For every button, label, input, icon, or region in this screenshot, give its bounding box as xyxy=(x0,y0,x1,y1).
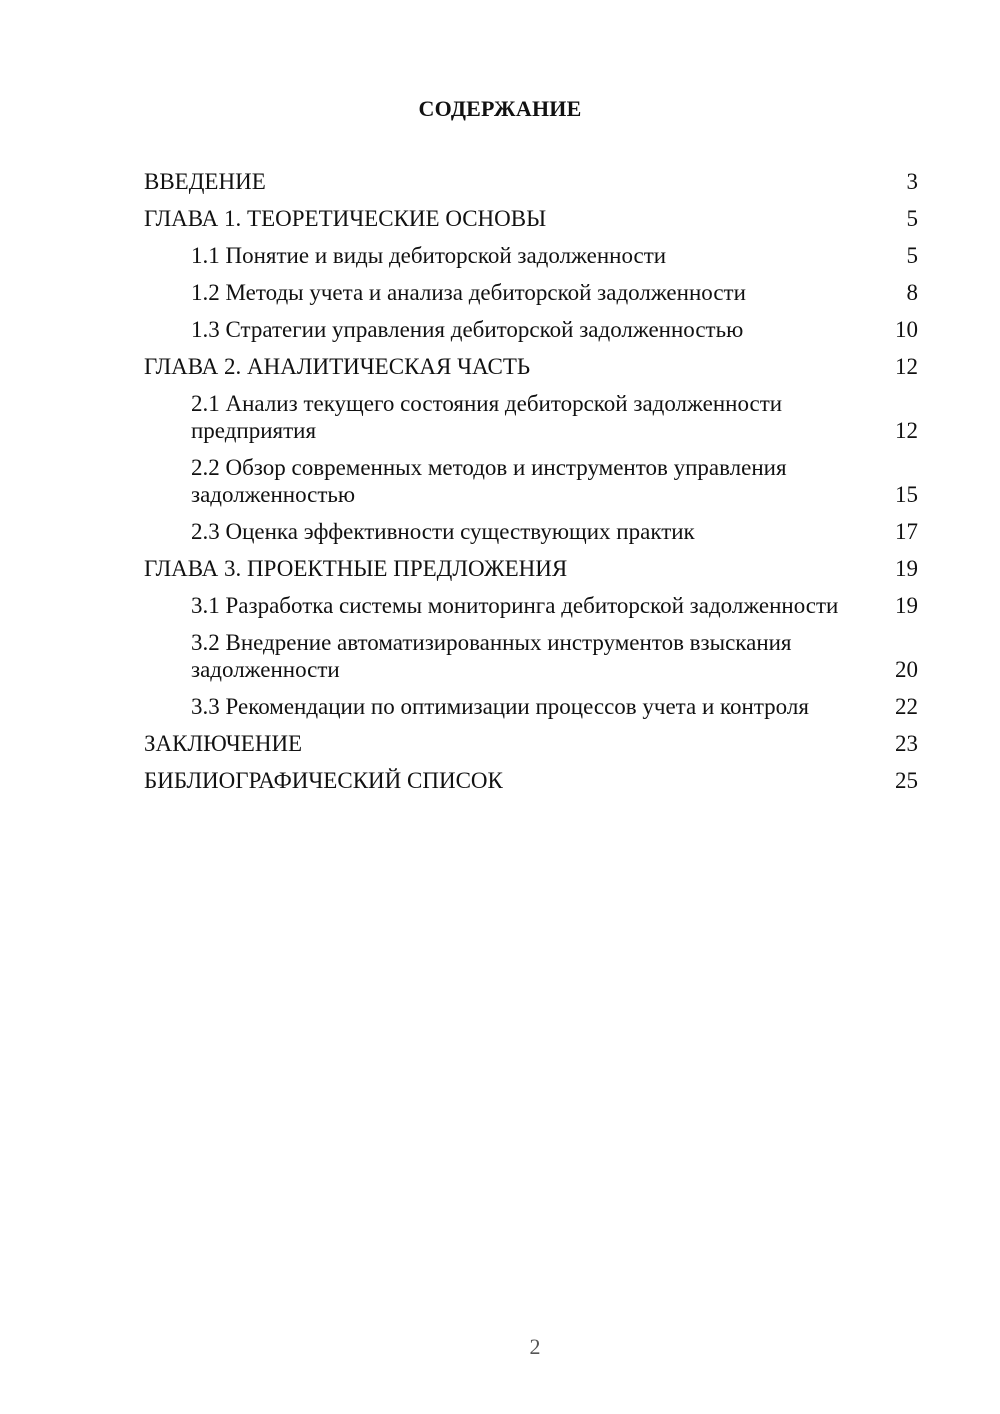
toc-entry-title: ГЛАВА 2. АНАЛИТИЧЕСКАЯ ЧАСТЬ xyxy=(144,354,531,379)
toc-entry-page: 23 xyxy=(895,731,918,756)
toc-entry-title: 1.2 Методы учета и анализа дебиторской задолженности xyxy=(191,280,746,305)
toc-entry xyxy=(144,730,918,757)
table-of-contents xyxy=(144,168,918,804)
toc-entry-page: 25 xyxy=(895,768,918,793)
toc-entry-page: 5 xyxy=(906,243,918,268)
page-number: 2 xyxy=(529,1334,541,1359)
toc-entry xyxy=(144,767,918,794)
page-title: СОДЕРЖАНИЕ xyxy=(418,96,582,121)
toc-entry-title: ВВЕДЕНИЕ xyxy=(144,169,266,194)
toc-entry-page: 8 xyxy=(906,280,918,305)
toc-entry-title: 2.3 Оценка эффективности существующих практик xyxy=(191,519,695,544)
toc-entry xyxy=(144,454,918,508)
toc-entry-page: 3 xyxy=(906,169,918,194)
toc-entry-title: 3.2 Внедрение автоматизированных инструментов взыскания задолженности xyxy=(191,630,792,682)
toc-entry xyxy=(144,693,918,720)
toc-entry-title: 1.1 Понятие и виды дебиторской задолженности xyxy=(191,243,667,268)
toc-entry-title: ГЛАВА 1. ТЕОРЕТИЧЕСКИЕ ОСНОВЫ xyxy=(144,206,547,231)
toc-entry-page: 22 xyxy=(895,694,918,719)
toc-entry-title: ГЛАВА 3. ПРОЕКТНЫЕ ПРЕДЛОЖЕНИЯ xyxy=(144,556,568,581)
toc-entry xyxy=(144,518,918,545)
toc-entry-title: 2.1 Анализ текущего состояния дебиторской задолженности предприятия xyxy=(191,391,783,443)
toc-entry-page: 19 xyxy=(895,556,918,581)
toc-entry-page: 20 xyxy=(895,657,918,682)
toc-entry xyxy=(144,205,918,232)
toc-entry xyxy=(144,279,918,306)
toc-entry-page: 10 xyxy=(895,317,918,342)
toc-entry-page: 17 xyxy=(895,519,918,544)
toc-entry xyxy=(144,592,918,619)
toc-entry xyxy=(144,242,918,269)
toc-entry xyxy=(144,168,918,195)
toc-entry-title: 1.3 Стратегии управления дебиторской задолженностью xyxy=(191,317,744,342)
toc-entry xyxy=(144,316,918,343)
toc-entry xyxy=(144,390,918,444)
toc-entry-title: БИБЛИОГРАФИЧЕСКИЙ СПИСОК xyxy=(144,768,503,793)
toc-entry-title: 3.1 Разработка системы мониторинга дебиторской задолженности xyxy=(191,593,839,618)
toc-entry xyxy=(144,629,918,683)
toc-entry-page: 15 xyxy=(895,482,918,507)
toc-entry xyxy=(144,555,918,582)
toc-entry-page: 5 xyxy=(906,206,918,231)
toc-entry-page: 12 xyxy=(895,354,918,379)
toc-entry-title: 2.2 Обзор современных методов и инструментов управления задолженностью xyxy=(191,455,787,507)
toc-entry-page: 19 xyxy=(895,593,918,618)
toc-entry-title: ЗАКЛЮЧЕНИЕ xyxy=(144,731,303,756)
toc-entry-title: 3.3 Рекомендации по оптимизации процессов учета и контроля xyxy=(191,694,809,719)
toc-entry xyxy=(144,353,918,380)
toc-entry-page: 12 xyxy=(895,418,918,443)
